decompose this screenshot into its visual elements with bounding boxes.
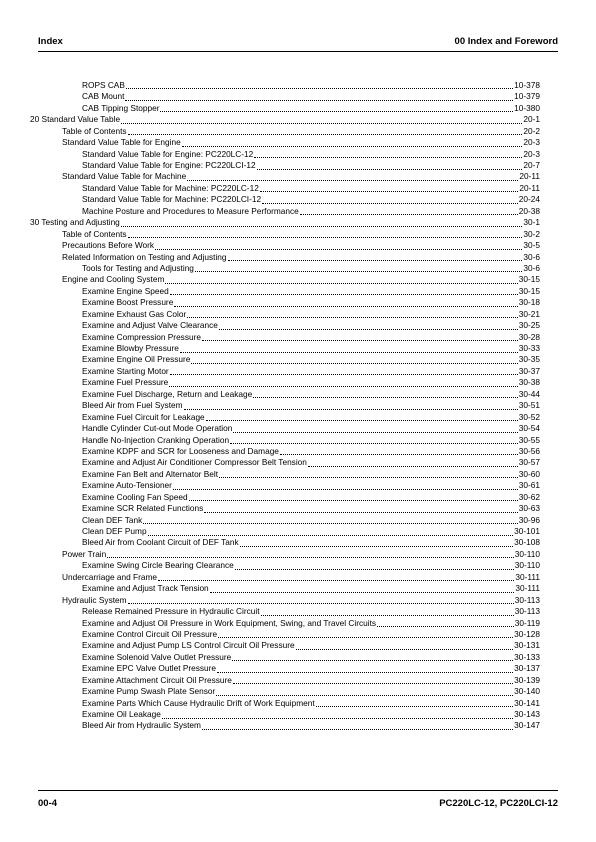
- toc-entry-page: 30-52: [518, 411, 540, 422]
- toc-entry-page: 10-380: [514, 102, 540, 113]
- toc-entry-page: 30-2: [523, 228, 540, 239]
- toc-entry[interactable]: [30, 595, 540, 606]
- dot-leader: [170, 286, 518, 295]
- toc-entry-page: 30-147: [514, 720, 540, 731]
- dot-leader: [202, 721, 513, 730]
- dot-leader: [233, 424, 517, 433]
- dot-leader: [228, 252, 523, 261]
- dot-leader: [126, 80, 513, 89]
- dot-leader: [174, 298, 517, 307]
- toc-entry-title: Standard Value Table for Machine: PC220LCI-12: [82, 194, 262, 205]
- toc-entry-title: 20 Standard Value Table: [30, 114, 121, 125]
- toc-entry-title: CAB Tipping Stopper: [82, 102, 160, 113]
- toc-entry-page: 30-111: [515, 571, 540, 582]
- dot-leader: [257, 161, 523, 170]
- toc-entry[interactable]: [30, 469, 540, 480]
- toc-entry-title: Bleed Air from Coolant Circuit of DEF Tank: [82, 537, 239, 548]
- toc-entry[interactable]: [30, 137, 540, 148]
- toc-entry-page: 30-140: [514, 686, 540, 697]
- toc-entry-title: Examine Fuel Discharge, Return and Leakage: [82, 388, 253, 399]
- toc-entry-page: 30-33: [518, 343, 540, 354]
- toc-entry[interactable]: [30, 560, 540, 571]
- toc-entry[interactable]: [30, 252, 540, 263]
- toc-entry-page: 20-7: [523, 160, 540, 171]
- toc-entry-page: 30-139: [514, 674, 540, 685]
- dot-leader: [204, 504, 517, 513]
- dot-leader: [233, 675, 513, 684]
- toc-entry-title: Bleed Air from Fuel System: [82, 400, 183, 411]
- toc-entry-page: 30-25: [518, 320, 540, 331]
- toc-entry-title: Standard Value Table for Machine: [62, 171, 187, 182]
- toc-entry[interactable]: [30, 663, 540, 674]
- dot-leader: [316, 698, 513, 707]
- toc-entry-page: 30-21: [518, 308, 540, 319]
- toc-entry[interactable]: [30, 309, 540, 320]
- toc-entry[interactable]: [30, 194, 540, 205]
- dot-leader: [217, 664, 513, 673]
- toc-entry-page: 30-101: [514, 526, 540, 537]
- toc-entry-title: Examine Auto-Tensioner: [82, 480, 172, 491]
- toc-entry[interactable]: [30, 343, 540, 354]
- toc-entry-title: Tools for Testing and Adjusting: [82, 262, 194, 273]
- dot-leader: [187, 172, 518, 181]
- toc-entry-page: 30-143: [514, 709, 540, 720]
- dot-leader: [262, 195, 518, 204]
- toc-entry[interactable]: [30, 91, 540, 102]
- page-header: [38, 36, 558, 47]
- toc-entry[interactable]: [30, 572, 540, 583]
- model-label: PC220LC-12, PC220LCI-12: [439, 798, 558, 809]
- toc-entry-page: 30-18: [518, 297, 540, 308]
- toc-entry-page: 20-11: [519, 182, 540, 193]
- toc-entry-page: 30-62: [518, 491, 540, 502]
- toc-entry-title: Examine KDPF and SCR for Looseness and Damage: [82, 445, 279, 456]
- toc-entry-title: Clean DEF Tank: [82, 514, 143, 525]
- table-of-contents: [30, 80, 540, 732]
- toc-entry[interactable]: [30, 206, 540, 217]
- toc-entry[interactable]: [30, 606, 540, 617]
- toc-entry-title: Release Remained Pressure in Hydraulic Circuit: [82, 606, 260, 617]
- toc-entry-title: Standard Value Table for Engine: [62, 137, 181, 148]
- dot-leader: [308, 458, 518, 467]
- toc-entry[interactable]: [30, 332, 540, 343]
- toc-entry[interactable]: [30, 274, 540, 285]
- toc-entry-title: Examine Compression Pressure: [82, 331, 201, 342]
- dot-leader: [107, 549, 514, 558]
- dot-leader: [240, 538, 514, 547]
- toc-entry-title: Examine Solenoid Valve Outlet Pressure: [82, 651, 232, 662]
- toc-entry-page: 30-1: [523, 217, 540, 228]
- toc-entry-title: Standard Value Table for Engine: PC220LC-12: [82, 148, 254, 159]
- toc-entry-title: Examine Starting Motor: [82, 365, 169, 376]
- dot-leader: [125, 92, 513, 101]
- header-section-label: Index: [38, 36, 63, 47]
- dot-leader: [206, 412, 518, 421]
- dot-leader: [143, 515, 518, 524]
- toc-entry-page: 30-35: [518, 354, 540, 365]
- toc-entry-page: 30-110: [514, 560, 540, 571]
- toc-entry-title: Precautions Before Work: [62, 240, 155, 251]
- toc-entry-page: 30-63: [518, 503, 540, 514]
- toc-entry[interactable]: [30, 480, 540, 491]
- toc-entry[interactable]: [30, 457, 540, 468]
- dot-leader: [280, 446, 518, 455]
- toc-entry[interactable]: [30, 515, 540, 526]
- toc-entry[interactable]: [30, 103, 540, 114]
- toc-entry-page: 30-133: [514, 651, 540, 662]
- toc-entry-title: Undercarriage and Frame: [62, 571, 157, 582]
- toc-entry-page: 30-44: [518, 388, 540, 399]
- toc-entry-title: Machine Posture and Procedures to Measure Performance: [82, 205, 299, 216]
- toc-entry-title: Examine Blowby Pressure: [82, 343, 179, 354]
- toc-entry-page: 30-54: [518, 423, 540, 434]
- dot-leader: [121, 115, 522, 124]
- toc-entry[interactable]: [30, 80, 540, 91]
- dot-leader: [128, 595, 514, 604]
- toc-entry-title: Bleed Air from Hydraulic System: [82, 720, 201, 731]
- toc-entry[interactable]: [30, 618, 540, 629]
- toc-entry-page: 20-3: [523, 137, 540, 148]
- toc-entry[interactable]: [30, 583, 540, 594]
- toc-entry[interactable]: [30, 355, 540, 366]
- toc-entry-title: Standard Value Table for Machine: PC220LC-12: [82, 182, 259, 193]
- toc-entry[interactable]: [30, 538, 540, 549]
- toc-entry[interactable]: [30, 412, 540, 423]
- toc-entry[interactable]: [30, 172, 540, 183]
- dot-leader: [158, 572, 514, 581]
- page-footer: [38, 798, 558, 809]
- toc-entry[interactable]: [30, 240, 540, 251]
- toc-entry-page: 30-15: [518, 274, 540, 285]
- dot-leader: [182, 138, 523, 147]
- dot-leader: [170, 366, 518, 375]
- dot-leader: [210, 584, 515, 593]
- dot-leader: [377, 618, 514, 627]
- dot-leader: [219, 321, 518, 330]
- toc-entry[interactable]: [30, 320, 540, 331]
- dot-leader: [219, 469, 518, 478]
- toc-entry-page: 30-128: [514, 628, 540, 639]
- dot-leader: [162, 710, 513, 719]
- toc-entry-page: 30-60: [518, 468, 540, 479]
- toc-entry[interactable]: [30, 640, 540, 651]
- toc-entry-title: Examine Fuel Circuit for Leakage: [82, 411, 205, 422]
- toc-entry-page: 30-108: [514, 537, 540, 548]
- toc-entry-title: Examine Boost Pressure: [82, 297, 174, 308]
- toc-entry[interactable]: [30, 721, 540, 732]
- toc-entry[interactable]: [30, 698, 540, 709]
- toc-entry-page: 30-28: [518, 331, 540, 342]
- dot-leader: [121, 218, 523, 227]
- toc-entry-page: 30-51: [518, 400, 540, 411]
- toc-entry[interactable]: [30, 297, 540, 308]
- dot-leader: [187, 309, 518, 318]
- dot-leader: [232, 652, 513, 661]
- dot-leader: [191, 355, 517, 364]
- dot-leader: [254, 149, 522, 158]
- toc-entry-title: ROPS CAB: [82, 79, 125, 90]
- toc-entry-page: 20-38: [518, 205, 540, 216]
- toc-entry-page: 20-3: [523, 148, 540, 159]
- dot-leader: [300, 206, 518, 215]
- dot-leader: [173, 481, 518, 490]
- toc-entry-page: 30-37: [518, 365, 540, 376]
- toc-entry-title: Examine Pump Swash Plate Sensor: [82, 686, 216, 697]
- toc-entry-title: Engine and Cooling System: [62, 274, 165, 285]
- dot-leader: [218, 629, 513, 638]
- toc-entry-page: 30-113: [514, 606, 540, 617]
- page-number: 00-4: [38, 798, 58, 809]
- toc-entry-title: Examine Control Circuit Oil Pressure: [82, 628, 218, 639]
- dot-leader: [235, 561, 514, 570]
- header-chapter-title: 00 Index and Foreword: [454, 36, 558, 47]
- toc-entry-title: Related Information on Testing and Adjusting: [62, 251, 227, 262]
- toc-entry-page: 30-57: [518, 457, 540, 468]
- toc-entry-title: Examine and Adjust Oil Pressure in Work Equipment, Swing, and Travel Circuits: [82, 617, 377, 628]
- toc-entry-page: 10-378: [514, 79, 540, 90]
- toc-entry-title: Examine Parts Which Cause Hydraulic Drift of Work Equipment: [82, 697, 315, 708]
- toc-entry-page: 30-137: [514, 663, 540, 674]
- toc-entry[interactable]: [30, 629, 540, 640]
- dot-leader: [169, 378, 518, 387]
- toc-entry-title: Examine Oil Leakage: [82, 709, 161, 720]
- toc-entry-title: CAB Mount: [82, 91, 125, 102]
- toc-entry-page: 30-38: [518, 377, 540, 388]
- dot-leader: [296, 641, 514, 650]
- toc-entry[interactable]: [30, 217, 540, 228]
- dot-leader: [261, 607, 514, 616]
- toc-entry-title: Examine Swing Circle Bearing Clearance: [82, 560, 234, 571]
- dot-leader: [230, 435, 518, 444]
- toc-entry-page: 30-56: [518, 445, 540, 456]
- toc-entry-page: 30-110: [514, 548, 540, 559]
- toc-entry[interactable]: [30, 183, 540, 194]
- toc-entry-page: 20-1: [523, 114, 540, 125]
- toc-entry-page: 30-96: [518, 514, 540, 525]
- toc-entry[interactable]: [30, 652, 540, 663]
- dot-leader: [202, 332, 518, 341]
- toc-entry-page: 30-61: [518, 480, 540, 491]
- toc-entry-title: Handle Cylinder Cut-out Mode Operation: [82, 423, 233, 434]
- toc-entry[interactable]: [30, 286, 540, 297]
- toc-entry-page: 30-141: [514, 697, 540, 708]
- toc-entry-page: 30-6: [523, 262, 540, 273]
- toc-entry[interactable]: [30, 389, 540, 400]
- toc-entry-page: 30-131: [514, 640, 540, 651]
- toc-entry-title: Examine SCR Related Functions: [82, 503, 204, 514]
- toc-entry-title: Examine Attachment Circuit Oil Pressure: [82, 674, 232, 685]
- toc-entry[interactable]: [30, 114, 540, 125]
- toc-entry[interactable]: [30, 446, 540, 457]
- footer-divider: [38, 790, 558, 791]
- toc-entry[interactable]: [30, 149, 540, 160]
- header-divider: [38, 51, 558, 52]
- dot-leader: [165, 275, 517, 284]
- toc-entry-title: Handle No-Injection Cranking Operation: [82, 434, 230, 445]
- toc-entry-page: 20-11: [519, 171, 540, 182]
- toc-entry-page: 20-2: [523, 125, 540, 136]
- toc-entry-title: Examine Fan Belt and Alternator Belt: [82, 468, 219, 479]
- toc-entry-page: 30-119: [514, 617, 540, 628]
- dot-leader: [189, 492, 518, 501]
- dot-leader: [128, 229, 523, 238]
- toc-entry[interactable]: [30, 492, 540, 503]
- toc-entry-title: Clean DEF Pump: [82, 526, 147, 537]
- toc-entry[interactable]: [30, 709, 540, 720]
- toc-entry[interactable]: [30, 126, 540, 137]
- toc-entry-title: Examine and Adjust Air Conditioner Compressor Belt Tension: [82, 457, 307, 468]
- toc-entry-title: Standard Value Table for Engine: PC220LCI-12: [82, 160, 256, 171]
- toc-entry[interactable]: [30, 549, 540, 560]
- dot-leader: [128, 126, 523, 135]
- dot-leader: [155, 241, 522, 250]
- toc-entry[interactable]: [30, 526, 540, 537]
- dot-leader: [180, 344, 518, 353]
- toc-entry-title: 30 Testing and Adjusting: [30, 217, 120, 228]
- toc-entry-page: 20-24: [518, 194, 540, 205]
- dot-leader: [260, 183, 519, 192]
- toc-entry[interactable]: [30, 686, 540, 697]
- dot-leader: [148, 527, 514, 536]
- toc-entry[interactable]: [30, 377, 540, 388]
- dot-leader: [216, 687, 513, 696]
- toc-entry-title: Hydraulic System: [62, 594, 127, 605]
- toc-entry-title: Examine Engine Oil Pressure: [82, 354, 191, 365]
- toc-entry-page: 30-113: [514, 594, 540, 605]
- toc-entry-title: Examine Fuel Pressure: [82, 377, 169, 388]
- toc-entry[interactable]: [30, 229, 540, 240]
- toc-entry-page: 30-5: [523, 240, 540, 251]
- toc-entry-title: Power Train: [62, 548, 107, 559]
- dot-leader: [184, 401, 518, 410]
- toc-entry-title: Table of Contents: [62, 228, 127, 239]
- toc-entry-page: 30-6: [523, 251, 540, 262]
- toc-entry[interactable]: [30, 263, 540, 274]
- toc-entry-title: Examine and Adjust Track Tension: [82, 583, 209, 594]
- toc-entry[interactable]: [30, 160, 540, 171]
- dot-leader: [195, 263, 522, 272]
- toc-entry[interactable]: [30, 435, 540, 446]
- toc-entry-title: Examine Engine Speed: [82, 285, 169, 296]
- toc-entry-page: 10-379: [514, 91, 540, 102]
- toc-entry-title: Examine Exhaust Gas Color: [82, 308, 187, 319]
- toc-entry-title: Table of Contents: [62, 125, 127, 136]
- toc-entry-title: Examine EPC Valve Outlet Pressure: [82, 663, 217, 674]
- dot-leader: [160, 103, 513, 112]
- toc-entry-page: 30-15: [518, 285, 540, 296]
- toc-entry[interactable]: [30, 366, 540, 377]
- toc-entry-page: 30-111: [515, 583, 540, 594]
- toc-entry[interactable]: [30, 675, 540, 686]
- toc-entry-page: 30-55: [518, 434, 540, 445]
- toc-entry[interactable]: [30, 400, 540, 411]
- toc-entry-title: Examine Cooling Fan Speed: [82, 491, 188, 502]
- toc-entry-title: Examine and Adjust Pump LS Control Circuit Oil Pressure: [82, 640, 295, 651]
- dot-leader: [253, 389, 518, 398]
- toc-entry[interactable]: [30, 423, 540, 434]
- toc-entry[interactable]: [30, 503, 540, 514]
- toc-entry-title: Examine and Adjust Valve Clearance: [82, 320, 218, 331]
